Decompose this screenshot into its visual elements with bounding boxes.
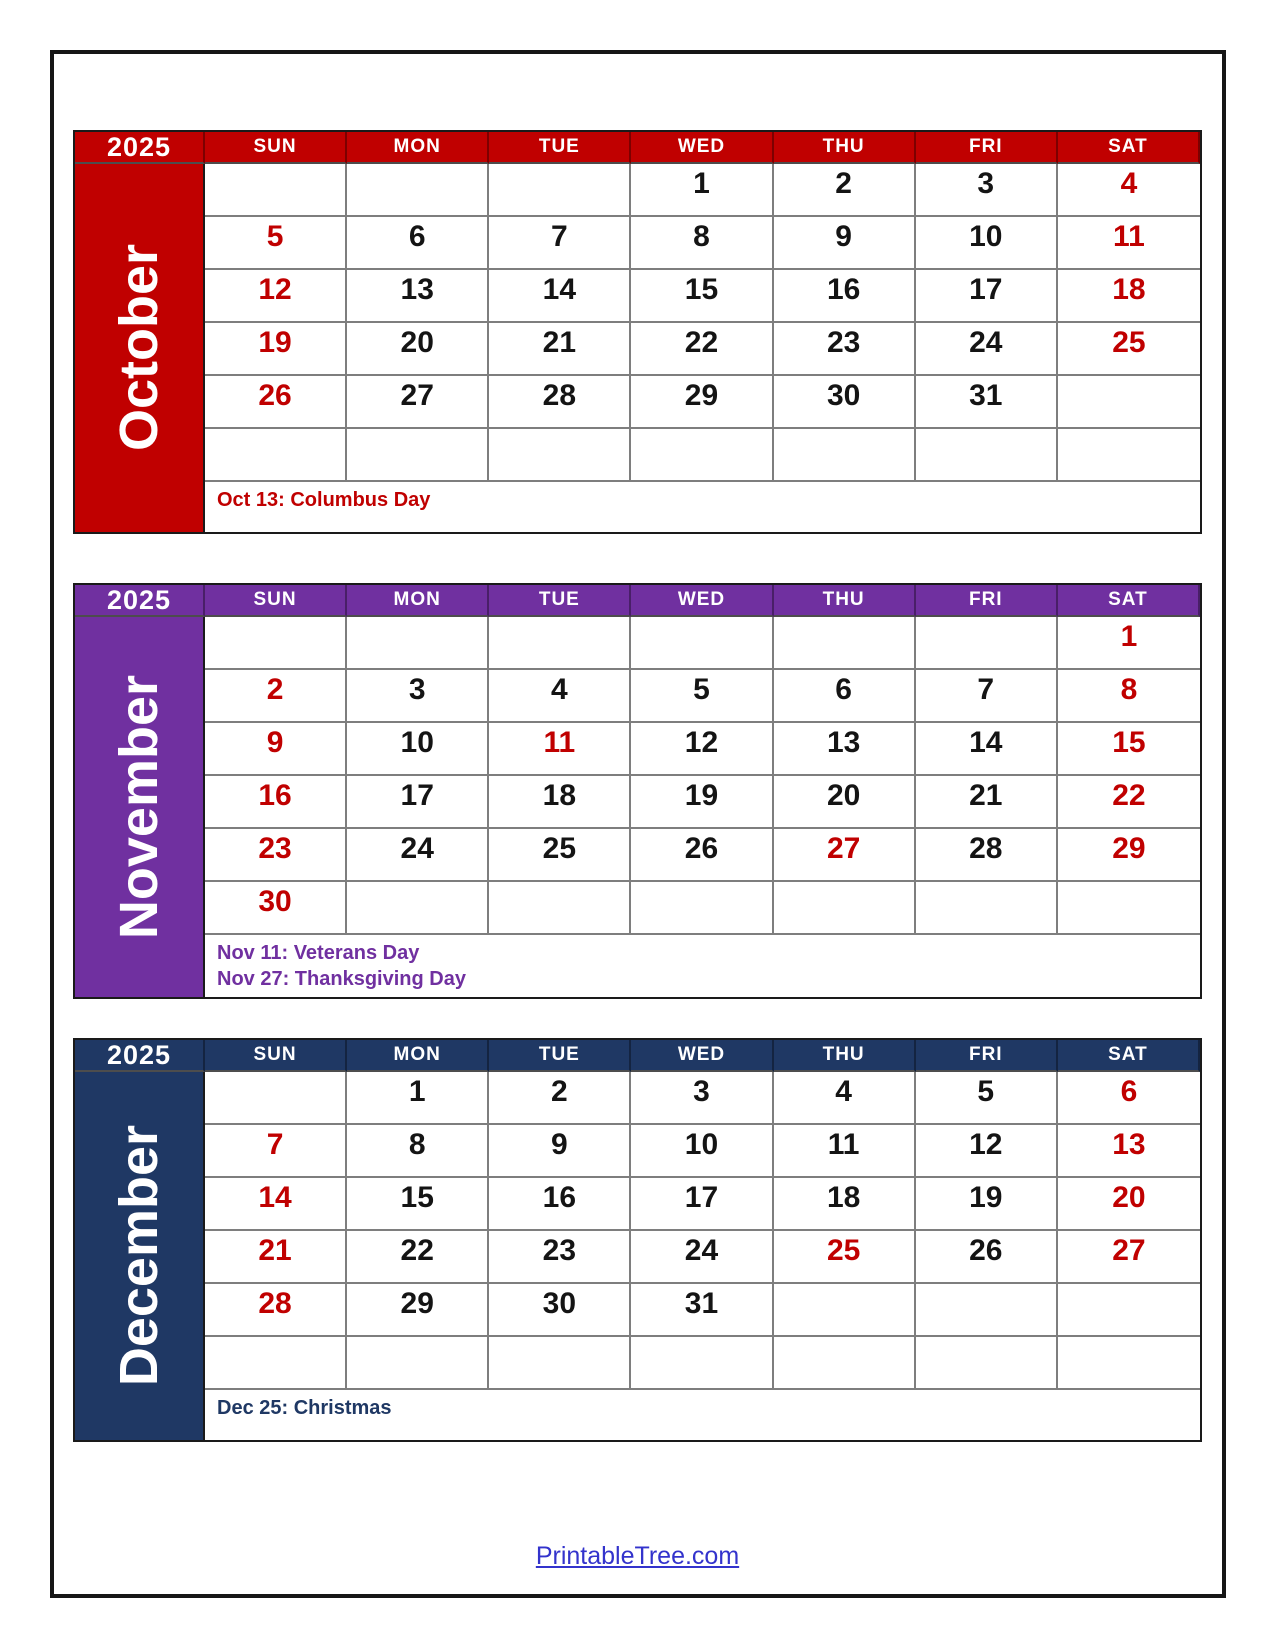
empty-cell-november [347, 882, 489, 935]
empty-cell-november [916, 617, 1058, 670]
year-cell-october: 2025 [75, 132, 205, 164]
date-cell-november-21: 21 [916, 776, 1058, 829]
holiday-note: Nov 27: Thanksgiving Day [217, 968, 466, 990]
date-cell-december-29: 29 [347, 1284, 489, 1337]
date-cell-october-18: 18 [1058, 270, 1200, 323]
holiday-notes-november [205, 935, 1200, 997]
date-cell-october-7: 7 [489, 217, 631, 270]
date-cell-november-11: 11 [489, 723, 631, 776]
day-header-tue-december: TUE [489, 1040, 631, 1072]
date-cell-november-24: 24 [347, 829, 489, 882]
date-cell-october-1: 1 [631, 164, 773, 217]
date-cell-december-12: 12 [916, 1125, 1058, 1178]
day-header-wed-december: WED [631, 1040, 773, 1072]
day-header-mon-october: MON [347, 132, 489, 164]
date-cell-october-19: 19 [205, 323, 347, 376]
date-cell-november-1: 1 [1058, 617, 1200, 670]
empty-cell-november [774, 882, 916, 935]
date-cell-october-20: 20 [347, 323, 489, 376]
date-cell-november-20: 20 [774, 776, 916, 829]
date-cell-december-23: 23 [489, 1231, 631, 1284]
date-cell-october-3: 3 [916, 164, 1058, 217]
date-cell-november-26: 26 [631, 829, 773, 882]
empty-cell-november [205, 617, 347, 670]
date-cell-november-23: 23 [205, 829, 347, 882]
year-cell-november: 2025 [75, 585, 205, 617]
holiday-note: Oct 13: Columbus Day [217, 489, 431, 511]
date-cell-december-27: 27 [1058, 1231, 1200, 1284]
empty-cell-december [347, 1337, 489, 1390]
day-header-tue-november: TUE [489, 585, 631, 617]
day-header-mon-november: MON [347, 585, 489, 617]
date-cell-october-8: 8 [631, 217, 773, 270]
date-cell-october-15: 15 [631, 270, 773, 323]
empty-cell-december [205, 1072, 347, 1125]
month-label-text: November [109, 674, 169, 940]
date-cell-october-4: 4 [1058, 164, 1200, 217]
empty-cell-october [489, 429, 631, 482]
empty-cell-november [347, 617, 489, 670]
day-header-sat-november: SAT [1058, 585, 1200, 617]
day-header-thu-november: THU [774, 585, 916, 617]
month-section-october [73, 130, 1202, 534]
date-cell-december-2: 2 [489, 1072, 631, 1125]
date-cell-december-11: 11 [774, 1125, 916, 1178]
day-header-mon-december: MON [347, 1040, 489, 1072]
date-cell-november-9: 9 [205, 723, 347, 776]
date-cell-december-25: 25 [774, 1231, 916, 1284]
date-cell-november-2: 2 [205, 670, 347, 723]
date-cell-december-4: 4 [774, 1072, 916, 1125]
date-cell-october-23: 23 [774, 323, 916, 376]
month-label-text: December [109, 1125, 169, 1387]
day-header-fri-december: FRI [916, 1040, 1058, 1072]
date-cell-november-6: 6 [774, 670, 916, 723]
page-footer [0, 1542, 1275, 1571]
date-cell-december-22: 22 [347, 1231, 489, 1284]
day-header-wed-november: WED [631, 585, 773, 617]
date-cell-december-15: 15 [347, 1178, 489, 1231]
day-header-sun-november: SUN [205, 585, 347, 617]
date-cell-december-14: 14 [205, 1178, 347, 1231]
date-cell-october-9: 9 [774, 217, 916, 270]
date-cell-december-10: 10 [631, 1125, 773, 1178]
year-cell-december: 2025 [75, 1040, 205, 1072]
month-label-text: October [109, 244, 169, 452]
date-cell-december-28: 28 [205, 1284, 347, 1337]
empty-cell-november [916, 882, 1058, 935]
empty-cell-october [631, 429, 773, 482]
date-cell-october-13: 13 [347, 270, 489, 323]
date-cell-october-5: 5 [205, 217, 347, 270]
empty-cell-december [774, 1284, 916, 1337]
date-cell-october-29: 29 [631, 376, 773, 429]
date-cell-october-28: 28 [489, 376, 631, 429]
date-cell-november-12: 12 [631, 723, 773, 776]
date-cell-december-5: 5 [916, 1072, 1058, 1125]
date-cell-december-9: 9 [489, 1125, 631, 1178]
day-header-sat-december: SAT [1058, 1040, 1200, 1072]
empty-cell-october [205, 429, 347, 482]
month-label-october [75, 164, 205, 532]
empty-cell-october [347, 429, 489, 482]
date-cell-december-26: 26 [916, 1231, 1058, 1284]
date-cell-december-13: 13 [1058, 1125, 1200, 1178]
empty-cell-october [774, 429, 916, 482]
date-cell-december-18: 18 [774, 1178, 916, 1231]
empty-cell-december [631, 1337, 773, 1390]
holiday-notes-october [205, 482, 1200, 532]
empty-cell-october [1058, 376, 1200, 429]
date-cell-october-24: 24 [916, 323, 1058, 376]
date-cell-november-16: 16 [205, 776, 347, 829]
holiday-notes-december [205, 1390, 1200, 1440]
empty-cell-november [489, 617, 631, 670]
empty-cell-november [631, 617, 773, 670]
date-cell-december-21: 21 [205, 1231, 347, 1284]
month-label-november [75, 617, 205, 997]
date-cell-november-10: 10 [347, 723, 489, 776]
empty-cell-december [774, 1337, 916, 1390]
empty-cell-december [205, 1337, 347, 1390]
day-header-tue-october: TUE [489, 132, 631, 164]
empty-cell-november [489, 882, 631, 935]
date-cell-november-14: 14 [916, 723, 1058, 776]
date-cell-november-13: 13 [774, 723, 916, 776]
empty-cell-october [1058, 429, 1200, 482]
date-cell-october-26: 26 [205, 376, 347, 429]
day-header-sat-october: SAT [1058, 132, 1200, 164]
date-cell-october-12: 12 [205, 270, 347, 323]
day-header-thu-december: THU [774, 1040, 916, 1072]
empty-cell-november [774, 617, 916, 670]
empty-cell-december [1058, 1284, 1200, 1337]
date-cell-november-8: 8 [1058, 670, 1200, 723]
empty-cell-november [631, 882, 773, 935]
date-cell-october-6: 6 [347, 217, 489, 270]
day-header-fri-october: FRI [916, 132, 1058, 164]
day-header-thu-october: THU [774, 132, 916, 164]
date-cell-november-19: 19 [631, 776, 773, 829]
empty-cell-november [1058, 882, 1200, 935]
date-cell-november-27: 27 [774, 829, 916, 882]
month-label-december [75, 1072, 205, 1440]
date-cell-november-7: 7 [916, 670, 1058, 723]
date-cell-december-8: 8 [347, 1125, 489, 1178]
holiday-note: Nov 11: Veterans Day [217, 942, 420, 964]
date-cell-november-30: 30 [205, 882, 347, 935]
date-cell-october-16: 16 [774, 270, 916, 323]
date-cell-november-5: 5 [631, 670, 773, 723]
date-cell-december-19: 19 [916, 1178, 1058, 1231]
date-cell-december-30: 30 [489, 1284, 631, 1337]
date-cell-november-22: 22 [1058, 776, 1200, 829]
date-cell-october-17: 17 [916, 270, 1058, 323]
day-header-sun-october: SUN [205, 132, 347, 164]
day-header-sun-december: SUN [205, 1040, 347, 1072]
date-cell-october-30: 30 [774, 376, 916, 429]
date-cell-october-14: 14 [489, 270, 631, 323]
holiday-note: Dec 25: Christmas [217, 1397, 392, 1419]
empty-cell-december [916, 1284, 1058, 1337]
date-cell-december-7: 7 [205, 1125, 347, 1178]
month-section-november [73, 583, 1202, 999]
date-cell-december-24: 24 [631, 1231, 773, 1284]
date-cell-october-11: 11 [1058, 217, 1200, 270]
date-cell-december-20: 20 [1058, 1178, 1200, 1231]
empty-cell-october [347, 164, 489, 217]
empty-cell-october [205, 164, 347, 217]
date-cell-november-28: 28 [916, 829, 1058, 882]
date-cell-december-31: 31 [631, 1284, 773, 1337]
date-cell-december-1: 1 [347, 1072, 489, 1125]
date-cell-october-10: 10 [916, 217, 1058, 270]
day-header-wed-october: WED [631, 132, 773, 164]
date-cell-october-2: 2 [774, 164, 916, 217]
empty-cell-october [916, 429, 1058, 482]
date-cell-november-3: 3 [347, 670, 489, 723]
date-cell-november-4: 4 [489, 670, 631, 723]
date-cell-october-31: 31 [916, 376, 1058, 429]
date-cell-december-3: 3 [631, 1072, 773, 1125]
date-cell-november-15: 15 [1058, 723, 1200, 776]
month-section-december [73, 1038, 1202, 1442]
date-cell-december-16: 16 [489, 1178, 631, 1231]
date-cell-november-25: 25 [489, 829, 631, 882]
empty-cell-december [489, 1337, 631, 1390]
footer-site-link[interactable]: PrintableTree.com [535, 1542, 740, 1570]
date-cell-november-29: 29 [1058, 829, 1200, 882]
date-cell-december-6: 6 [1058, 1072, 1200, 1125]
date-cell-november-17: 17 [347, 776, 489, 829]
date-cell-october-25: 25 [1058, 323, 1200, 376]
empty-cell-december [916, 1337, 1058, 1390]
date-cell-october-22: 22 [631, 323, 773, 376]
empty-cell-october [489, 164, 631, 217]
date-cell-october-27: 27 [347, 376, 489, 429]
date-cell-december-17: 17 [631, 1178, 773, 1231]
day-header-fri-november: FRI [916, 585, 1058, 617]
date-cell-november-18: 18 [489, 776, 631, 829]
date-cell-october-21: 21 [489, 323, 631, 376]
empty-cell-december [1058, 1337, 1200, 1390]
